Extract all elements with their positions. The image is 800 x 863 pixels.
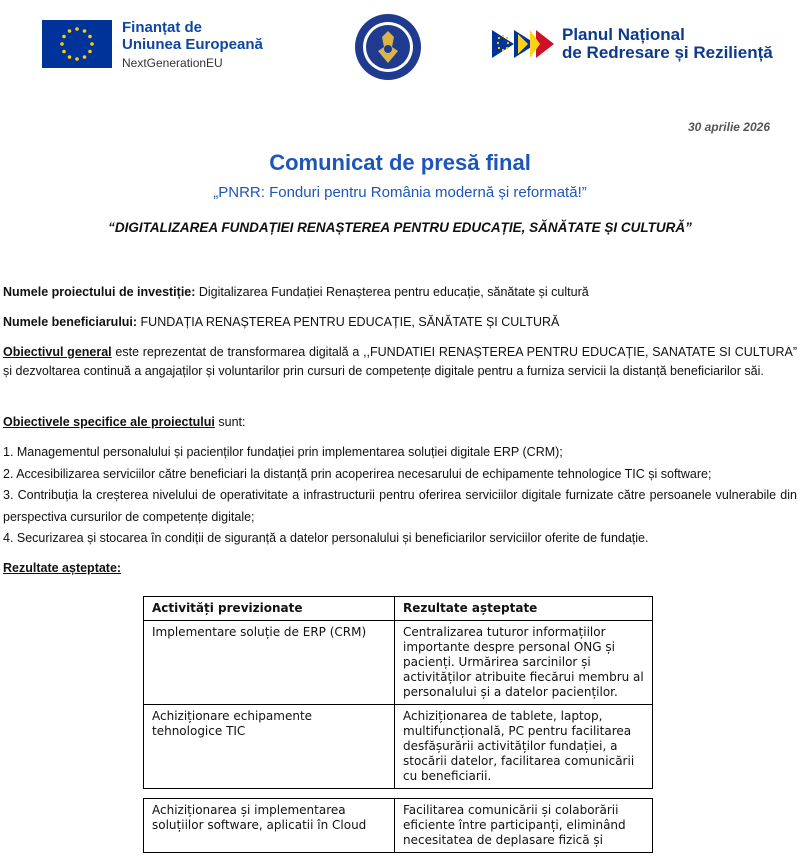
general-objective: [3, 343, 797, 381]
activity-cell: Achiziționare echipamente tehnologice TIC: [144, 705, 395, 789]
table-row: [144, 705, 653, 789]
objective-item: 2. Accesibilizarea serviciilor către beneficiari la distanță prin acoperirea necesarului de echipamente tehnologice TIC și software;: [3, 466, 712, 481]
eu-star-icon: [75, 27, 79, 31]
eu-line2: Uniunea Europeană: [122, 36, 263, 53]
eu-star-icon: [68, 55, 72, 59]
objectives-list: [3, 442, 797, 550]
eu-funding-text: [122, 19, 263, 71]
general-objective-label: Obiectivul general: [3, 345, 112, 359]
eu-line3: NextGenerationEU: [122, 56, 223, 70]
eu-star-icon: [88, 50, 92, 54]
specific-objectives-label: Obiectivele specifice ale proiectului: [3, 415, 215, 429]
results-heading: Rezultate așteptate:: [3, 561, 122, 575]
press-date: 30 aprilie 2026: [687, 120, 770, 134]
specific-objectives-suffix: sunt:: [214, 415, 246, 429]
beneficiary-value: FUNDAȚIA RENAȘTEREA PENTRU EDUCAȚIE, SĂNĂTATE ȘI CULTURĂ: [137, 315, 560, 329]
table-row: [144, 621, 653, 705]
objective-item: 3. Contribuția la creșterea nivelului de operativitate a infrastructurii pentru oferirea serviciilor digitale furnizate către persoanele vulnerabile din perspectiva cursurilor de competențe digitale;: [3, 488, 797, 524]
project-label: Numele proiectului de investiție:: [3, 285, 196, 299]
eu-star-icon: [68, 29, 72, 33]
pnrr-logo-icon: [492, 26, 554, 62]
activities-table-continued: [143, 798, 653, 853]
table-row: [144, 799, 653, 853]
activity-cell: Implementare soluție de ERP (CRM): [144, 621, 395, 705]
eu-star-icon: [88, 35, 92, 39]
pnrr-line2: de Redresare și Reziliență: [562, 43, 773, 62]
eu-star-icon: [83, 29, 87, 33]
eu-line1: Finanțat de: [122, 19, 203, 36]
eu-star-icon: [60, 42, 64, 46]
result-cell: Achiziționarea de tablete, laptop, multifuncțională, PC pentru facilitarea desfășurării activităților fundației, a stocării datelor, facilitarea comunicării cu beneficiarii.: [395, 705, 653, 789]
result-cell: Facilitarea comunicării și colaborării eficiente între participanți, eliminând necesitatea de deplasare fizică și: [395, 799, 653, 853]
table-header-cell: Rezultate așteptate: [395, 597, 653, 621]
eu-flag-icon: [42, 20, 112, 68]
project-value: Digitalizarea Fundației Renașterea pentru educație, sănătate și cultură: [195, 285, 589, 299]
specific-objectives-heading: [3, 413, 797, 432]
activities-table: [143, 596, 653, 789]
header: [0, 0, 800, 92]
result-cell: Centralizarea tuturor informațiilor importante despre personal ONG și pacienți. Urmărirea sarcinilor și activităților atribuite fiecărui membru al personalului și a datelor pacienților.: [395, 621, 653, 705]
eu-star-icon: [62, 35, 66, 39]
general-objective-text: este reprezentat de transformarea digitală a ,,FUNDATIEI RENAȘTEREA PENTRU EDUCAȚIE, SANATATE SI CULTURA” și dezvoltarea continuă a angajaților și voluntarilor prin cursuri de competențe digitale pentru a furniza servicii la distanță beneficiarilor săi.: [3, 345, 797, 378]
beneficiary-label: Numele beneficiarului:: [3, 315, 138, 329]
government-seal-icon: [354, 13, 422, 81]
eu-star-icon: [62, 50, 66, 54]
beneficiary-line: [3, 313, 797, 332]
objective-item: 4. Securizarea și stocarea în condiții de siguranță a datelor personalului și beneficiarilor serviciilor oferite de fundație.: [3, 531, 649, 545]
page-subtitle: „PNRR: Fonduri pentru România modernă și reformată!”: [213, 184, 587, 201]
project-caps-title: “DIGITALIZAREA FUNDAȚIEI RENAȘTEREA PENTRU EDUCAȚIE, SĂNĂTATE ȘI CULTURĂ”: [108, 220, 692, 235]
project-name-line: [3, 283, 797, 302]
table-header-cell: Activități previzionate: [144, 597, 395, 621]
activity-cell: Achiziționarea și implementarea soluțiilor software, aplicatii în Cloud: [144, 799, 395, 853]
page-title: Comunicat de presă final: [269, 150, 531, 175]
eu-star-icon: [75, 57, 79, 61]
eu-star-icon: [83, 55, 87, 59]
pnrr-title: [562, 26, 773, 62]
eu-star-icon: [90, 42, 94, 46]
objective-item: 1. Managementul personalului și pacienților fundației prin implementarea soluției digitale ERP (CRM);: [3, 445, 563, 459]
table-header-row: [144, 597, 653, 621]
pnrr-line1: Planul Național: [562, 25, 685, 44]
